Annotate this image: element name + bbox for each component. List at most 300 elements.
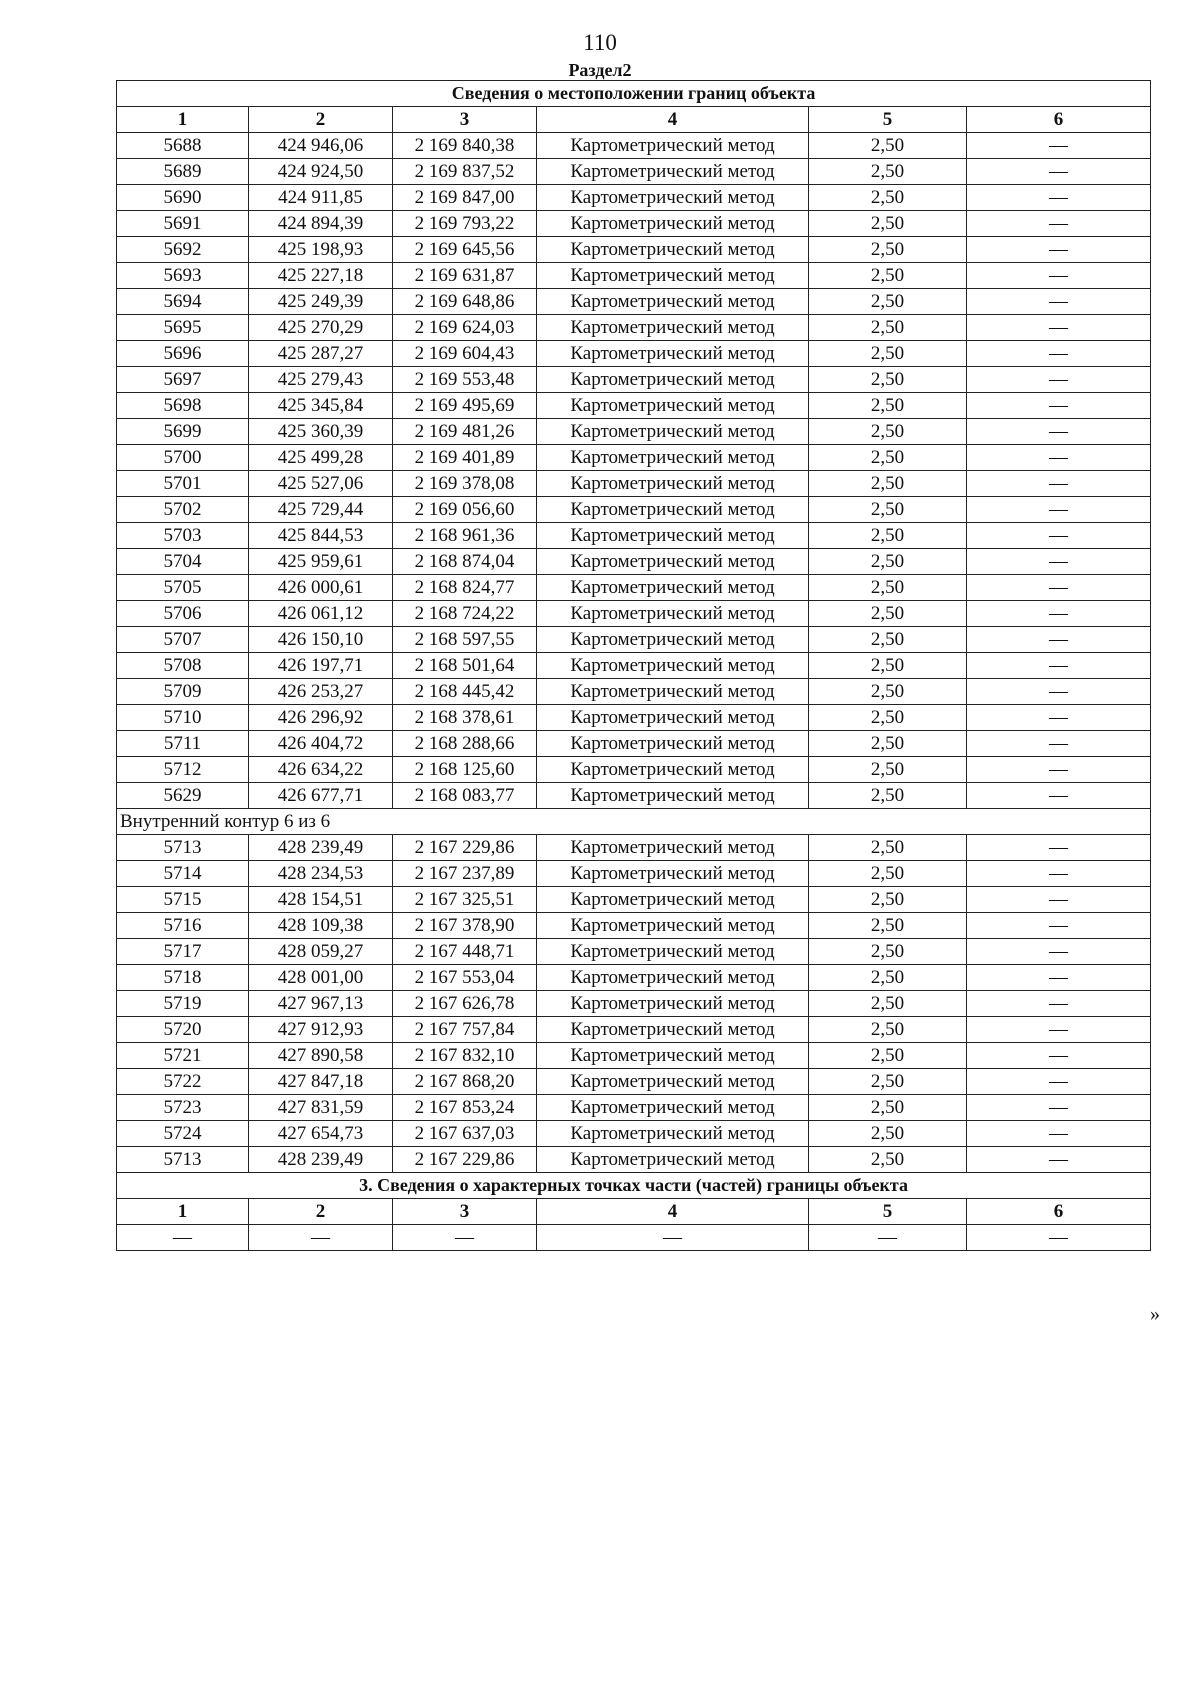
table-cell: 5688 bbox=[117, 133, 249, 159]
table-row bbox=[117, 289, 1151, 315]
table-cell: 2 169 840,38 bbox=[393, 133, 537, 159]
table-cell: 424 894,39 bbox=[249, 211, 393, 237]
table-row bbox=[117, 185, 1151, 211]
table-cell: 425 249,39 bbox=[249, 289, 393, 315]
table-cell: — bbox=[967, 1017, 1151, 1043]
table-cell: 2 167 637,03 bbox=[393, 1121, 537, 1147]
table-cell: 428 239,49 bbox=[249, 835, 393, 861]
table-cell: 5705 bbox=[117, 575, 249, 601]
table-cell: 2,50 bbox=[809, 471, 967, 497]
table-cell: 5709 bbox=[117, 679, 249, 705]
table-cell: 2 167 229,86 bbox=[393, 1147, 537, 1173]
table-cell: 2,50 bbox=[809, 263, 967, 289]
table-cell: 5711 bbox=[117, 731, 249, 757]
table-cell: — bbox=[967, 1095, 1151, 1121]
table-cell: 426 000,61 bbox=[249, 575, 393, 601]
table-cell: 2,50 bbox=[809, 601, 967, 627]
table-cell: 2 167 853,24 bbox=[393, 1095, 537, 1121]
table-cell: — bbox=[967, 549, 1151, 575]
table-cell: 2 169 056,60 bbox=[393, 497, 537, 523]
table-cell: 424 924,50 bbox=[249, 159, 393, 185]
table-cell: 425 198,93 bbox=[249, 237, 393, 263]
table-cell: 2 168 378,61 bbox=[393, 705, 537, 731]
table-row bbox=[117, 705, 1151, 731]
table-cell: Картометрический метод bbox=[537, 913, 809, 939]
table-cell: Картометрический метод bbox=[537, 783, 809, 809]
table-row bbox=[117, 211, 1151, 237]
table-cell: 5691 bbox=[117, 211, 249, 237]
table-cell: 426 634,22 bbox=[249, 757, 393, 783]
table-cell: Картометрический метод bbox=[537, 1017, 809, 1043]
table-cell: 2,50 bbox=[809, 861, 967, 887]
table-cell: 5689 bbox=[117, 159, 249, 185]
table-cell: Картометрический метод bbox=[537, 549, 809, 575]
table-cell: 2,50 bbox=[809, 237, 967, 263]
table-cell: 426 253,27 bbox=[249, 679, 393, 705]
table-cell: Картометрический метод bbox=[537, 367, 809, 393]
table-cell: 426 061,12 bbox=[249, 601, 393, 627]
table-cell: 2 168 874,04 bbox=[393, 549, 537, 575]
table-cell: 2,50 bbox=[809, 939, 967, 965]
table-cell: 426 296,92 bbox=[249, 705, 393, 731]
table-cell: — bbox=[967, 887, 1151, 913]
table-cell: Картометрический метод bbox=[537, 601, 809, 627]
table-cell: — bbox=[967, 211, 1151, 237]
table-cell: 5708 bbox=[117, 653, 249, 679]
table-cell: Картометрический метод bbox=[537, 1043, 809, 1069]
table-cell: 425 729,44 bbox=[249, 497, 393, 523]
table-cell: 2,50 bbox=[809, 185, 967, 211]
table-cell: 427 967,13 bbox=[249, 991, 393, 1017]
table-cell: 5724 bbox=[117, 1121, 249, 1147]
table-cell: — bbox=[967, 861, 1151, 887]
table-cell: 2 169 378,08 bbox=[393, 471, 537, 497]
table-cell: 2,50 bbox=[809, 991, 967, 1017]
table-cell: Картометрический метод bbox=[537, 237, 809, 263]
table-cell: Картометрический метод bbox=[537, 861, 809, 887]
table-cell: Картометрический метод bbox=[537, 835, 809, 861]
table-cell: Картометрический метод bbox=[537, 159, 809, 185]
table-cell: Картометрический метод bbox=[537, 185, 809, 211]
table-cell: Картометрический метод bbox=[537, 263, 809, 289]
table-cell: 2,50 bbox=[809, 835, 967, 861]
table-cell: 5629 bbox=[117, 783, 249, 809]
table-cell: 5695 bbox=[117, 315, 249, 341]
table-cell: 425 270,29 bbox=[249, 315, 393, 341]
table-cell: 5690 bbox=[117, 185, 249, 211]
table-cell: Картометрический метод bbox=[537, 393, 809, 419]
table-cell: 2 167 626,78 bbox=[393, 991, 537, 1017]
table-row bbox=[117, 575, 1151, 601]
table-cell: 425 844,53 bbox=[249, 523, 393, 549]
table-row bbox=[117, 861, 1151, 887]
table-cell: 424 946,06 bbox=[249, 133, 393, 159]
table-cell: 2 169 495,69 bbox=[393, 393, 537, 419]
table-cell: — bbox=[967, 731, 1151, 757]
table-cell: — bbox=[967, 913, 1151, 939]
table-cell: Картометрический метод bbox=[537, 965, 809, 991]
table-cell: 2 167 237,89 bbox=[393, 861, 537, 887]
table-cell: 2 169 481,26 bbox=[393, 419, 537, 445]
table-cell: 5697 bbox=[117, 367, 249, 393]
section3-header-row bbox=[117, 1199, 1151, 1225]
table-cell: 5707 bbox=[117, 627, 249, 653]
table-cell: 425 360,39 bbox=[249, 419, 393, 445]
table-cell: 2 169 553,48 bbox=[393, 367, 537, 393]
table-row bbox=[117, 627, 1151, 653]
table-row bbox=[117, 497, 1151, 523]
table-cell: 5715 bbox=[117, 887, 249, 913]
table-cell: — bbox=[967, 1043, 1151, 1069]
table-cell: 5698 bbox=[117, 393, 249, 419]
table-row bbox=[117, 887, 1151, 913]
table-cell: 2 167 229,86 bbox=[393, 835, 537, 861]
table-cell: — bbox=[967, 705, 1151, 731]
table-cell: 2,50 bbox=[809, 289, 967, 315]
table-cell: 5693 bbox=[117, 263, 249, 289]
table-cell: — bbox=[967, 315, 1151, 341]
table-cell: 2 169 631,87 bbox=[393, 263, 537, 289]
table-cell: 2 169 793,22 bbox=[393, 211, 537, 237]
table-cell: — bbox=[967, 575, 1151, 601]
table-cell: 2 168 501,64 bbox=[393, 653, 537, 679]
table-cell: — bbox=[809, 1225, 967, 1251]
table-row bbox=[117, 653, 1151, 679]
table-cell: Картометрический метод bbox=[537, 523, 809, 549]
table-cell: 2,50 bbox=[809, 549, 967, 575]
table-cell: Картометрический метод bbox=[537, 1147, 809, 1173]
table-cell: Картометрический метод bbox=[537, 497, 809, 523]
table-cell: 2 168 597,55 bbox=[393, 627, 537, 653]
table-row bbox=[117, 601, 1151, 627]
table-row bbox=[117, 263, 1151, 289]
closing-quote-mark: » bbox=[1150, 1303, 1160, 1325]
table-cell: Картометрический метод bbox=[537, 289, 809, 315]
table-cell: 2 169 645,56 bbox=[393, 237, 537, 263]
table-cell: 5706 bbox=[117, 601, 249, 627]
table-cell: — bbox=[967, 263, 1151, 289]
table-cell: — bbox=[967, 237, 1151, 263]
table-cell: 425 287,27 bbox=[249, 341, 393, 367]
table-cell: 5720 bbox=[117, 1017, 249, 1043]
table-cell: — bbox=[967, 133, 1151, 159]
table-row bbox=[117, 549, 1151, 575]
table-cell: 5722 bbox=[117, 1069, 249, 1095]
table-cell: 428 154,51 bbox=[249, 887, 393, 913]
table-row bbox=[117, 1043, 1151, 1069]
table-cell: Картометрический метод bbox=[537, 315, 809, 341]
table-cell: 5699 bbox=[117, 419, 249, 445]
table-row bbox=[117, 159, 1151, 185]
column-header: 1 bbox=[117, 107, 249, 133]
column-header-row bbox=[117, 107, 1151, 133]
table-cell: — bbox=[967, 965, 1151, 991]
table-row bbox=[117, 237, 1151, 263]
table-cell: 428 234,53 bbox=[249, 861, 393, 887]
column-header: 5 bbox=[809, 107, 967, 133]
table-cell: 425 279,43 bbox=[249, 367, 393, 393]
table-row bbox=[117, 367, 1151, 393]
table-cell: 2,50 bbox=[809, 965, 967, 991]
table-cell: 2,50 bbox=[809, 1017, 967, 1043]
table-cell: 427 890,58 bbox=[249, 1043, 393, 1069]
table-cell: 2,50 bbox=[809, 159, 967, 185]
table-cell: 427 654,73 bbox=[249, 1121, 393, 1147]
table-cell: 426 677,71 bbox=[249, 783, 393, 809]
table-cell: — bbox=[967, 601, 1151, 627]
table-cell: — bbox=[967, 1069, 1151, 1095]
section3-column-header: 2 bbox=[249, 1199, 393, 1225]
table-cell: 2 168 961,36 bbox=[393, 523, 537, 549]
table-cell: 5716 bbox=[117, 913, 249, 939]
table-cell: 426 150,10 bbox=[249, 627, 393, 653]
table-cell: 2 169 648,86 bbox=[393, 289, 537, 315]
table-cell: 2,50 bbox=[809, 1121, 967, 1147]
table-cell: 2,50 bbox=[809, 627, 967, 653]
table-cell: 2,50 bbox=[809, 575, 967, 601]
table-row bbox=[117, 679, 1151, 705]
table-cell: 5718 bbox=[117, 965, 249, 991]
table-cell: Картометрический метод bbox=[537, 679, 809, 705]
table-cell: 2,50 bbox=[809, 757, 967, 783]
table-cell: 2,50 bbox=[809, 133, 967, 159]
table-cell: 5713 bbox=[117, 835, 249, 861]
table-cell: 2 167 868,20 bbox=[393, 1069, 537, 1095]
boundary-table bbox=[116, 80, 1151, 1251]
section3-column-header: 1 bbox=[117, 1199, 249, 1225]
table-cell: Картометрический метод bbox=[537, 1121, 809, 1147]
table-cell: Картометрический метод bbox=[537, 887, 809, 913]
table-cell: 5710 bbox=[117, 705, 249, 731]
table-cell: — bbox=[967, 627, 1151, 653]
table-cell: 5713 bbox=[117, 1147, 249, 1173]
table-cell: 2 168 288,66 bbox=[393, 731, 537, 757]
table-cell: 426 197,71 bbox=[249, 653, 393, 679]
contour-label: Внутренний контур 6 из 6 bbox=[117, 809, 1151, 835]
table-cell: 5717 bbox=[117, 939, 249, 965]
table-cell: 5704 bbox=[117, 549, 249, 575]
table-cell: Картометрический метод bbox=[537, 211, 809, 237]
table-cell: — bbox=[967, 835, 1151, 861]
table-cell: 428 239,49 bbox=[249, 1147, 393, 1173]
table-cell: 2 169 624,03 bbox=[393, 315, 537, 341]
table-row bbox=[117, 393, 1151, 419]
table-row bbox=[117, 965, 1151, 991]
column-header: 3 bbox=[393, 107, 537, 133]
table-cell: 2,50 bbox=[809, 1147, 967, 1173]
table-cell: — bbox=[967, 939, 1151, 965]
table-cell: Картометрический метод bbox=[537, 1095, 809, 1121]
table-cell: — bbox=[967, 367, 1151, 393]
table-cell: 428 109,38 bbox=[249, 913, 393, 939]
table-cell: Картометрический метод bbox=[537, 1069, 809, 1095]
table-cell: 2,50 bbox=[809, 445, 967, 471]
section3-column-header: 5 bbox=[809, 1199, 967, 1225]
table-row bbox=[117, 835, 1151, 861]
table-cell: 2,50 bbox=[809, 497, 967, 523]
table-cell: 2 167 378,90 bbox=[393, 913, 537, 939]
table-cell: 2,50 bbox=[809, 523, 967, 549]
table-cell: 2 169 401,89 bbox=[393, 445, 537, 471]
table-cell: — bbox=[967, 1121, 1151, 1147]
table-cell: 2,50 bbox=[809, 367, 967, 393]
column-header: 4 bbox=[537, 107, 809, 133]
table-cell: Картометрический метод bbox=[537, 341, 809, 367]
section3-caption-row bbox=[117, 1173, 1151, 1199]
table-cell: 5703 bbox=[117, 523, 249, 549]
table-cell: 2,50 bbox=[809, 679, 967, 705]
section3-column-header: 4 bbox=[537, 1199, 809, 1225]
table-cell: 2 167 553,04 bbox=[393, 965, 537, 991]
table-cell: Картометрический метод bbox=[537, 419, 809, 445]
table-cell: — bbox=[117, 1225, 249, 1251]
table-cell: 425 345,84 bbox=[249, 393, 393, 419]
table-cell: — bbox=[967, 497, 1151, 523]
table-cell: 426 404,72 bbox=[249, 731, 393, 757]
table-cell: 425 527,06 bbox=[249, 471, 393, 497]
table-cell: 2,50 bbox=[809, 1043, 967, 1069]
table-cell: Картометрический метод bbox=[537, 445, 809, 471]
table-cell: Картометрический метод bbox=[537, 653, 809, 679]
table-cell: 425 959,61 bbox=[249, 549, 393, 575]
table-cell: — bbox=[967, 1147, 1151, 1173]
table-cell: — bbox=[967, 393, 1151, 419]
table-cell: 424 911,85 bbox=[249, 185, 393, 211]
table-cell: — bbox=[967, 419, 1151, 445]
table-cell: 5714 bbox=[117, 861, 249, 887]
table-cell: — bbox=[967, 445, 1151, 471]
table-cell: 2 167 832,10 bbox=[393, 1043, 537, 1069]
table-row bbox=[117, 991, 1151, 1017]
table-row bbox=[117, 315, 1151, 341]
table-cell: 2 168 125,60 bbox=[393, 757, 537, 783]
table-row bbox=[117, 133, 1151, 159]
table-row bbox=[117, 419, 1151, 445]
table-cell: 2,50 bbox=[809, 783, 967, 809]
table-cell: 5719 bbox=[117, 991, 249, 1017]
column-header: 2 bbox=[249, 107, 393, 133]
table-cell: 2 168 083,77 bbox=[393, 783, 537, 809]
table-cell: 5721 bbox=[117, 1043, 249, 1069]
table-row bbox=[117, 731, 1151, 757]
page-number: 110 bbox=[583, 30, 617, 55]
table-cell: 5696 bbox=[117, 341, 249, 367]
table-cell: 5723 bbox=[117, 1095, 249, 1121]
table-cell: 2,50 bbox=[809, 393, 967, 419]
table-cell: Картометрический метод bbox=[537, 731, 809, 757]
table-caption-row bbox=[117, 81, 1151, 107]
table-cell: 2 169 837,52 bbox=[393, 159, 537, 185]
table-cell: 2 168 824,77 bbox=[393, 575, 537, 601]
table-caption: Сведения о местоположении границ объекта bbox=[117, 81, 1151, 107]
table-cell: 5694 bbox=[117, 289, 249, 315]
table-cell: — bbox=[537, 1225, 809, 1251]
section3-column-header: 3 bbox=[393, 1199, 537, 1225]
table-cell: — bbox=[967, 159, 1151, 185]
section-label: Раздел2 bbox=[568, 60, 632, 80]
section3-column-header: 6 bbox=[967, 1199, 1151, 1225]
section3-table-row bbox=[117, 1225, 1151, 1251]
table-cell: 2,50 bbox=[809, 1069, 967, 1095]
table-cell: — bbox=[967, 991, 1151, 1017]
table-row bbox=[117, 1069, 1151, 1095]
table-cell: Картометрический метод bbox=[537, 991, 809, 1017]
table-cell: 2,50 bbox=[809, 653, 967, 679]
table-cell: — bbox=[967, 523, 1151, 549]
table-cell: 2,50 bbox=[809, 211, 967, 237]
table-cell: — bbox=[967, 653, 1151, 679]
table-cell: Картометрический метод bbox=[537, 939, 809, 965]
table-cell: 2,50 bbox=[809, 315, 967, 341]
table-cell: — bbox=[967, 679, 1151, 705]
table-cell: 2 167 448,71 bbox=[393, 939, 537, 965]
table-row bbox=[117, 1017, 1151, 1043]
table-cell: — bbox=[967, 757, 1151, 783]
table-cell: 2 169 847,00 bbox=[393, 185, 537, 211]
table-cell: 2 167 757,84 bbox=[393, 1017, 537, 1043]
section3-caption: 3. Сведения о характерных точках части (частей) границы объекта bbox=[117, 1173, 1151, 1199]
table-cell: 2,50 bbox=[809, 913, 967, 939]
table-cell: 5692 bbox=[117, 237, 249, 263]
table-cell: 2,50 bbox=[809, 341, 967, 367]
table-cell: — bbox=[967, 185, 1151, 211]
table-cell: — bbox=[967, 783, 1151, 809]
table-cell: 2 168 724,22 bbox=[393, 601, 537, 627]
table-cell: 2,50 bbox=[809, 419, 967, 445]
contour-label-row bbox=[117, 809, 1151, 835]
table-row bbox=[117, 783, 1151, 809]
table-cell: Картометрический метод bbox=[537, 471, 809, 497]
table-cell: 2,50 bbox=[809, 705, 967, 731]
table-cell: 428 001,00 bbox=[249, 965, 393, 991]
table-cell: 425 499,28 bbox=[249, 445, 393, 471]
table-row bbox=[117, 445, 1151, 471]
table-row bbox=[117, 471, 1151, 497]
table-cell: — bbox=[967, 471, 1151, 497]
table-cell: 425 227,18 bbox=[249, 263, 393, 289]
table-row bbox=[117, 341, 1151, 367]
table-cell: 2,50 bbox=[809, 887, 967, 913]
table-cell: Картометрический метод bbox=[537, 133, 809, 159]
table-row bbox=[117, 1095, 1151, 1121]
table-cell: — bbox=[967, 1225, 1151, 1251]
table-cell: 2 167 325,51 bbox=[393, 887, 537, 913]
table-cell: 2 169 604,43 bbox=[393, 341, 537, 367]
table-cell: — bbox=[967, 341, 1151, 367]
table-row bbox=[117, 913, 1151, 939]
table-cell: 2,50 bbox=[809, 731, 967, 757]
table-cell: — bbox=[393, 1225, 537, 1251]
table-cell: Картометрический метод bbox=[537, 705, 809, 731]
table-cell: 5712 bbox=[117, 757, 249, 783]
table-cell: — bbox=[967, 289, 1151, 315]
table-row bbox=[117, 1121, 1151, 1147]
table-cell: 5700 bbox=[117, 445, 249, 471]
table-cell: 5701 bbox=[117, 471, 249, 497]
table-cell: 427 847,18 bbox=[249, 1069, 393, 1095]
table-cell: Картометрический метод bbox=[537, 627, 809, 653]
table-cell: Картометрический метод bbox=[537, 575, 809, 601]
table-row bbox=[117, 1147, 1151, 1173]
table-cell: 428 059,27 bbox=[249, 939, 393, 965]
table-cell: 427 831,59 bbox=[249, 1095, 393, 1121]
table-row bbox=[117, 523, 1151, 549]
table-cell: 2 168 445,42 bbox=[393, 679, 537, 705]
table-cell: 2,50 bbox=[809, 1095, 967, 1121]
table-row bbox=[117, 939, 1151, 965]
table-cell: — bbox=[249, 1225, 393, 1251]
table-cell: 427 912,93 bbox=[249, 1017, 393, 1043]
